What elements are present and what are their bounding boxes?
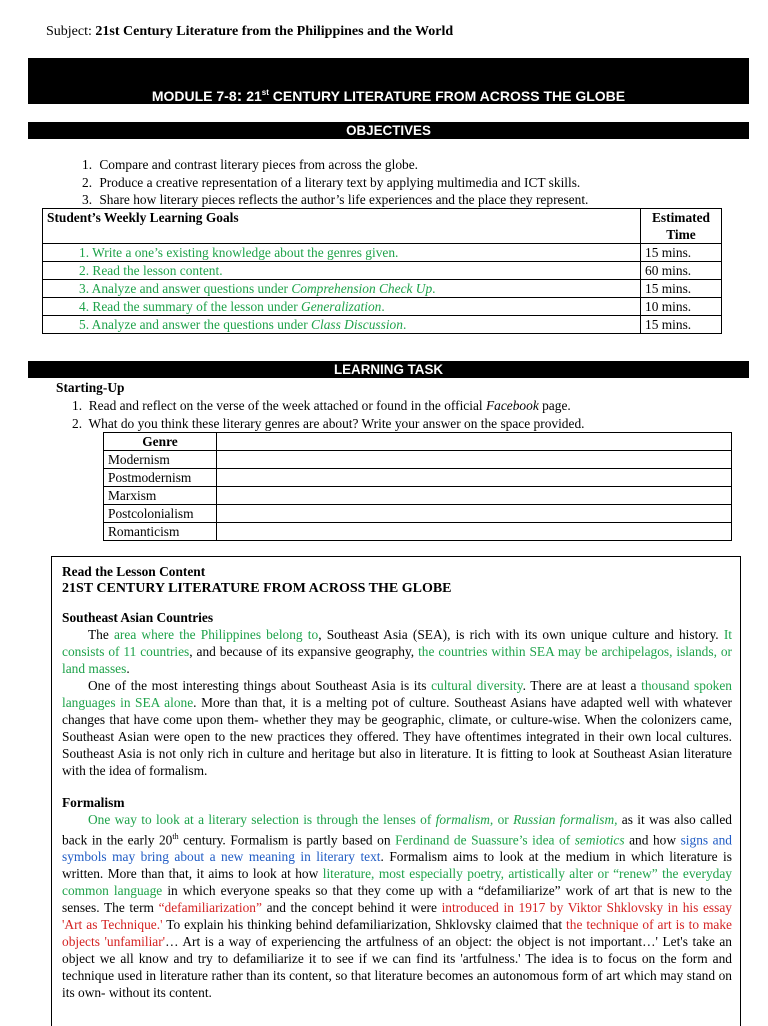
learning-goals-table	[42, 208, 722, 334]
answer-cell[interactable]	[217, 433, 732, 451]
list-item: 2. What do you think these literary genres are about? Write your answer on the space provided.	[72, 416, 585, 431]
table-row: Modernism	[104, 451, 732, 469]
answer-cell[interactable]	[217, 451, 732, 469]
table-row: 2. Read the lesson content. 60 mins.	[43, 262, 722, 280]
table-header-row	[104, 433, 732, 451]
answer-cell[interactable]	[217, 505, 732, 523]
subject-label: Subject:	[46, 24, 92, 39]
list-item: 2. Produce a creative representation of a literary text by applying multimedia and ICT skills.	[82, 174, 581, 190]
paragraph-formalism: One way to look at a literary selection is through the lenses of formalism, or Russian formalism, as it was also called back in the early 20th century. Formalism is partly based on Ferdinand de Suassure’s idea of semiotics and how signs and symbols may bring about a new meaning in literary text. Formalism aims to look at the medium in which literature is written. More than that, it aims to look at how literature, most especially poetry, artistically alter or “renew” the everyday common language in which everyone speaks so that they come up with a “defamiliarize” work of art that is new to the senses. The term “defamiliarization” and the concept behind it were introduced in 1917 by Viktor Shklovsky in his essay 'Art as Technique.' To explain his thinking behind defamiliarization, Shklovsky claimed that the technique of art is to make objects 'unfamiliar'… Art is a way of experiencing the artfulness of an object: the object is not important…' Let's take an object we all know and try to defamiliarize it to see if we can find its 'artfulness.' The idea is to focus on the form and technique used in literature rather than its content, so that literature becomes an autonomous form of art which may stand on its own- without its content.	[62, 812, 733, 1001]
answer-cell[interactable]	[217, 469, 732, 487]
genre-table	[103, 432, 732, 541]
genre-column-header: Genre	[104, 433, 217, 451]
objectives-list	[82, 156, 588, 209]
lesson-content-box	[51, 556, 741, 1026]
table-row: 1. Write a one’s existing knowledge about the genres given. 15 mins.	[43, 244, 722, 262]
formalism-heading: Formalism	[62, 795, 125, 810]
starting-up-list	[72, 397, 584, 433]
starting-up-heading: Starting-Up	[56, 380, 125, 395]
paragraph-sea-2: One of the most interesting things about Southeast Asia is its cultural diversity. There are at least a thousand spoken languages in SEA alone. More than that, it is a melting pot of culture. Southeast Asians have adapted well with whatever changes that have come upon them- whether they may be geographic, climate, or culture-wise. When the colonizers came, Southeast Asian were open to the new practices they offered. They have oftentimes integrated in their own local cultures. Southeast Asia is not only rich in culture and heritage but also in literature. It is fitting to look at Southeast Asian literature with the idea of formalism.	[62, 678, 733, 778]
table-row: Postcolonialism	[104, 505, 732, 523]
paragraph-sea-1: The area where the Philippines belong to, Southeast Asia (SEA), is rich with its own unique culture and history. It consists of 11 countries, and because of its expansive geography, the countries within SEA may be archipelagos, islands, or land masses.	[62, 627, 732, 676]
read-lesson-label: Read the Lesson Content	[62, 564, 206, 579]
table-row: 4. Read the summary of the lesson under Generalization. 10 mins.	[43, 298, 722, 316]
sea-heading: Southeast Asian Countries	[62, 610, 214, 625]
goals-column-header: Student’s Weekly Learning Goals	[43, 209, 641, 244]
table-row: 5. Analyze and answer the questions under Class Discussion. 15 mins.	[43, 316, 722, 334]
time-column-header: Estimated Time	[641, 209, 722, 244]
learning-task-header: LEARNING TASK	[28, 361, 749, 378]
subject-value: 21st Century Literature from the Philippines and the World	[95, 24, 454, 39]
table-row: Marxism	[104, 487, 732, 505]
module-title: MODULE 7-8: 21st CENTURY LITERATURE FROM ACROSS THE GLOBE	[151, 86, 626, 105]
table-row: 3. Analyze and answer questions under Comprehension Check Up. 15 mins.	[43, 280, 722, 298]
lesson-title: 21ST CENTURY LITERATURE FROM ACROSS THE GLOBE	[62, 581, 452, 596]
list-item: 3. Share how literary pieces reflects the author’s life experiences and the place they represent.	[82, 192, 589, 207]
list-item: 1. Compare and contrast literary pieces from across the globe.	[82, 157, 419, 172]
objectives-header: OBJECTIVES	[28, 122, 749, 139]
answer-cell[interactable]	[217, 523, 732, 541]
table-header-row	[43, 209, 722, 244]
table-row: Romanticism	[104, 523, 732, 541]
subject-line	[46, 24, 453, 40]
list-item: 1. Read and reflect on the verse of the week attached or found in the official Facebook page.	[72, 398, 571, 413]
answer-cell[interactable]	[217, 487, 732, 505]
table-row: Postmodernism	[104, 469, 732, 487]
